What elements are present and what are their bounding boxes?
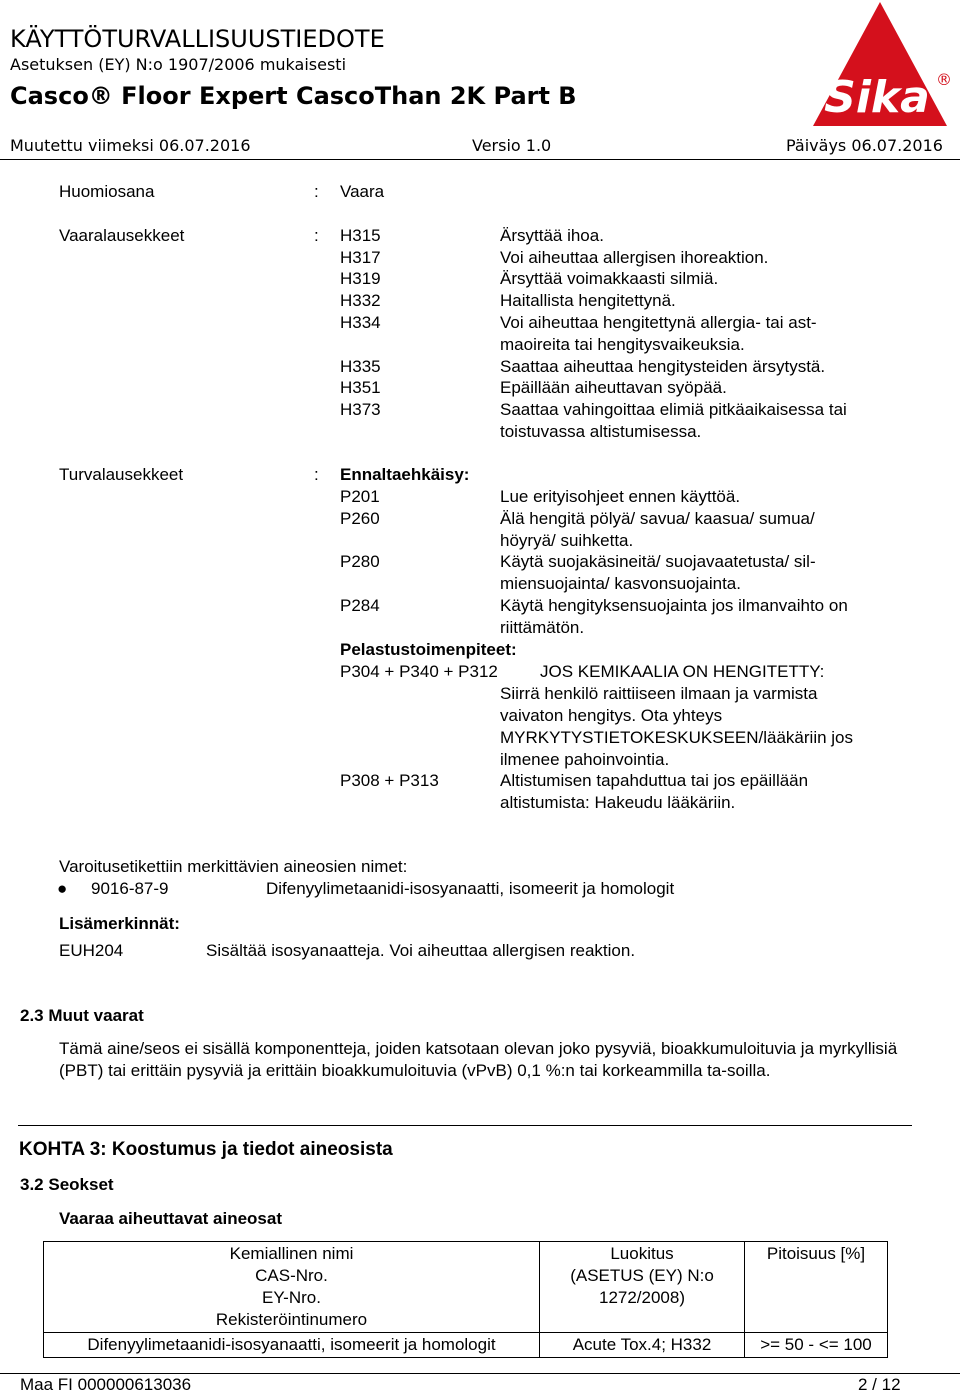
additional-labelling-title: Lisämerkinnät: [59, 914, 180, 933]
cell-concentration: >= 50 - <= 100 [745, 1333, 888, 1358]
hazard-text: Voi aiheuttaa allergisen ihoreaktion. [500, 248, 769, 267]
euh-code: EUH204 [59, 941, 124, 960]
header-line: (ASETUS (EY) N:o [570, 1266, 714, 1285]
hazard-text: Saattaa aiheuttaa hengitysteiden ärsytystä. [500, 357, 826, 376]
response-heading: Pelastustoimenpiteet: [340, 640, 517, 659]
column-header-concentration [745, 1242, 888, 1333]
hazard-code: H334 [340, 313, 381, 332]
precaution-code: P280 [340, 552, 380, 571]
section3-title: KOHTA 3: Koostumus ja tiedot aineosista [19, 1139, 393, 1160]
hazard-code: H332 [340, 291, 381, 310]
hazard-code: H317 [340, 248, 381, 267]
table-header-row [44, 1242, 888, 1333]
precautionary-statements-label: Turvalausekkeet [59, 465, 184, 484]
header-line: CAS-Nro. [255, 1266, 328, 1285]
signal-colon: : [314, 182, 319, 201]
precaution-code: P284 [340, 596, 380, 615]
hazard-text: Ärsyttää ihoa. [500, 226, 604, 245]
precaution-code: P201 [340, 487, 380, 506]
logo-wordmark: Sika [824, 72, 930, 123]
footer-rule [0, 1373, 960, 1374]
label-components-title: Varoitusetikettiin merkittävien aineosien nimet: [59, 857, 408, 876]
issue-date: Päiväys 06.07.2016 [786, 136, 943, 155]
footer-page-number: 2 / 12 [858, 1375, 901, 1394]
hazard-colon: : [314, 226, 319, 245]
modified-date: Muutettu viimeksi 06.07.2016 [10, 136, 251, 155]
signal-word-label: Huomiosana [59, 182, 155, 201]
header-line: Luokitus [610, 1244, 674, 1263]
regulation-line: Asetuksen (EY) N:o 1907/2006 mukaisesti [10, 55, 347, 74]
cell-name: Difenyylimetaanidi-isosyanaatti, isomeerit ja homologit [44, 1333, 540, 1358]
header-line: Kemiallinen nimi [229, 1244, 354, 1263]
other-hazards-text: Tämä aine/seos ei sisällä komponentteja, joiden katsotaan olevan joko pysyviä, bioakkumuloituvia ja myrkyllisiä (PBT) tai erittäin pysyviä ja erittäin bioakkumuloituvia (vPvB) 0,1 %:n tai korkeammilla ta-soilla. [59, 1039, 898, 1080]
document-title: KÄYTTÖTURVALLISUUSTIEDOTE [10, 25, 385, 53]
header-line: EY-Nro. [262, 1288, 321, 1307]
header-line: Pitoisuus [%] [766, 1244, 866, 1263]
hazard-code: H335 [340, 357, 381, 376]
precaution-text: Käytä hengityksensuojainta jos ilmanvaihto on riittämätön. [500, 596, 848, 637]
precaution-text: Siirrä henkilö raittiiseen ilmaan ja varmista vaivaton hengitys. Ota yhteys MYRKYTYSTIETOKESKUKSEEN/lääkäriin jos ilmenee pahoinvointia. [500, 684, 854, 769]
precaution-text: Lue erityisohjeet ennen käyttöä. [500, 487, 741, 506]
precaution-text: Älä hengitä pölyä/ savua/ kaasua/ sumua/ höyryä/ suihketta. [500, 509, 815, 550]
euh-text: Sisältää isosyanaatteja. Voi aiheuttaa allergisen reaktion. [206, 941, 636, 960]
hazard-text: Epäillään aiheuttavan syöpää. [500, 378, 727, 397]
header-line: Rekisteröintinumero [215, 1310, 368, 1329]
prevention-heading: Ennaltaehkäisy: [340, 465, 470, 484]
section-rule [18, 1125, 912, 1126]
sika-logo [805, 0, 955, 130]
mixtures-heading: 3.2 Seokset [20, 1175, 114, 1194]
version: Versio 1.0 [472, 136, 552, 155]
precaution-code: P304 + P340 + P312 [340, 662, 498, 681]
signal-word-value: Vaara [340, 182, 385, 201]
hazard-text: Haitallista hengitettynä. [500, 291, 676, 310]
column-header-classification [540, 1242, 745, 1333]
header-line: 1272/2008) [598, 1288, 686, 1307]
header-rule [0, 159, 960, 160]
logo-registered-mark: ® [936, 70, 952, 89]
hazard-text: Voi aiheuttaa hengitettynä allergia- tai ast-maoireita tai hengitysvaikeuksia. [500, 313, 817, 354]
table-row [44, 1333, 888, 1358]
bullet-icon: ● [57, 879, 68, 898]
hazard-text: Saattaa vahingoittaa elimiä pitkäaikaisessa tai toistuvassa altistumisessa. [500, 400, 847, 441]
precaution-colon: : [314, 465, 319, 484]
component-cas: 9016-87-9 [91, 879, 169, 898]
precaution-text: Altistumisen tapahduttua tai jos epäillään altistumista: Hakeudu lääkäriin. [500, 771, 809, 812]
precaution-text-first-line: JOS KEMIKAALIA ON HENGITETTY: [540, 662, 825, 681]
precaution-text: Käytä suojakäsineitä/ suojavaatetusta/ sil-miensuojainta/ kasvonsuojainta. [500, 552, 816, 593]
precaution-code: P260 [340, 509, 380, 528]
components-table [43, 1241, 888, 1358]
hazard-code: H315 [340, 226, 381, 245]
hazard-code: H319 [340, 269, 381, 288]
product-name: Casco® Floor Expert CascoThan 2K Part B [10, 82, 577, 110]
hazard-text: Ärsyttää voimakkaasti silmiä. [500, 269, 719, 288]
hazard-code: H351 [340, 378, 381, 397]
hazardous-components-title: Vaaraa aiheuttavat aineosat [59, 1209, 283, 1228]
other-hazards-heading: 2.3 Muut vaarat [20, 1006, 144, 1025]
column-header-name [44, 1242, 540, 1333]
component-name: Difenyylimetaanidi-isosyanaatti, isomeerit ja homologit [266, 879, 675, 898]
hazard-statements-label: Vaaralausekkeet [59, 226, 185, 245]
footer-country-code: Maa FI 000000613036 [20, 1375, 192, 1394]
hazard-code: H373 [340, 400, 381, 419]
cell-classification: Acute Tox.4; H332 [540, 1333, 745, 1358]
precaution-code: P308 + P313 [340, 771, 439, 790]
